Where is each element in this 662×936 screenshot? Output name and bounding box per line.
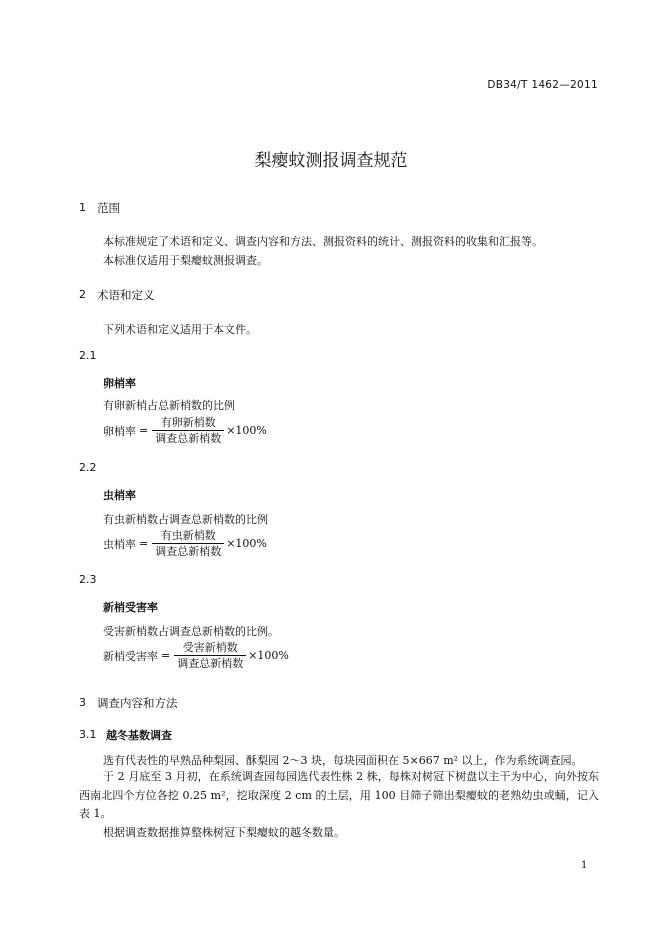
formula-equals: = <box>139 537 149 550</box>
term-2-1-name: 卵梢率 <box>103 377 136 390</box>
section-1-paragraph-2: 本标准仅适用于梨瘿蚊测报调查。 <box>103 254 268 267</box>
section-2-intro: 下列术语和定义适用于本文件。 <box>103 323 257 336</box>
formula-numerator: 有卵新梢数 <box>160 416 216 429</box>
term-2-1-definition: 有卵新梢占总新梢数的比例 <box>103 399 235 412</box>
term-2-3-name: 新梢受害率 <box>103 601 158 614</box>
formula-fraction <box>152 529 224 558</box>
formula-numerator: 有虫新梢数 <box>160 529 216 542</box>
document-title: 梨瘿蚊测报调查规范 <box>254 151 408 171</box>
formula-equals: = <box>161 649 171 662</box>
formula-denominator: 调查总新梢数 <box>152 430 224 445</box>
subsection-3-1-paragraph-2: 于 2 月底至 3 月初，在系统调查园每园选代表性株 2 株，每株对树冠下树盘以主干为中心，向外按东西南北四个方位各挖 0.25 m²，挖取深度 2 cm 的土层，用 100 目筛子筛出梨瘿蚊的老熟幼虫或蛹，记入表 1。 <box>79 770 599 820</box>
subsection-3-1-paragraph-3: 根据调查数据推算整株树冠下梨瘿蚊的越冬数量。 <box>103 826 345 839</box>
term-2-2-name: 虫梢率 <box>103 489 136 502</box>
section-3-title: 调查内容和方法 <box>97 696 178 710</box>
page-number: 1 <box>581 860 588 871</box>
term-2-3-definition: 受害新梢数占调查总新梢数的比例。 <box>103 625 279 638</box>
formula-denominator: 调查总新梢数 <box>152 543 224 558</box>
section-2-number: 2 <box>79 288 86 301</box>
section-1-paragraph-1: 本标准规定了术语和定义、调查内容和方法、测报资料的统计、测报资料的收集和汇报等。 <box>103 235 543 248</box>
formula-lhs: 虫梢率 <box>103 537 136 551</box>
term-2-3-number: 2.3 <box>79 573 97 586</box>
term-2-1-number: 2.1 <box>79 349 97 362</box>
formula-fraction <box>152 416 224 445</box>
term-2-2-number: 2.2 <box>79 461 97 474</box>
subsection-3-1-number: 3.1 <box>79 728 97 741</box>
subsection-3-1-paragraph-1: 选有代表性的早熟品种梨园、酥梨园 2～3 块，每块园面积在 5×667 m² 以上，作为系统调查园。 <box>103 754 583 767</box>
subsection-3-1-title: 越冬基数调查 <box>106 729 172 742</box>
formula-numerator: 受害新梢数 <box>182 641 238 654</box>
term-2-3-formula <box>103 641 289 670</box>
formula-equals: = <box>139 424 149 437</box>
formula-suffix: ×100% <box>226 537 267 550</box>
formula-suffix: ×100% <box>248 649 289 662</box>
formula-lhs: 新梢受害率 <box>103 649 158 663</box>
standard-code: DB34/T 1462—2011 <box>487 79 598 91</box>
section-1-number: 1 <box>79 201 86 214</box>
section-2-title: 术语和定义 <box>97 288 155 302</box>
term-2-2-definition: 有虫新梢数占调查总新梢数的比例 <box>103 513 268 526</box>
term-2-2-formula <box>103 529 267 558</box>
formula-fraction <box>174 641 246 670</box>
formula-lhs: 卵梢率 <box>103 424 136 438</box>
formula-suffix: ×100% <box>226 424 267 437</box>
section-1-title: 范围 <box>97 201 120 215</box>
term-2-1-formula <box>103 416 267 445</box>
formula-denominator: 调查总新梢数 <box>174 655 246 670</box>
section-3-number: 3 <box>79 696 86 709</box>
